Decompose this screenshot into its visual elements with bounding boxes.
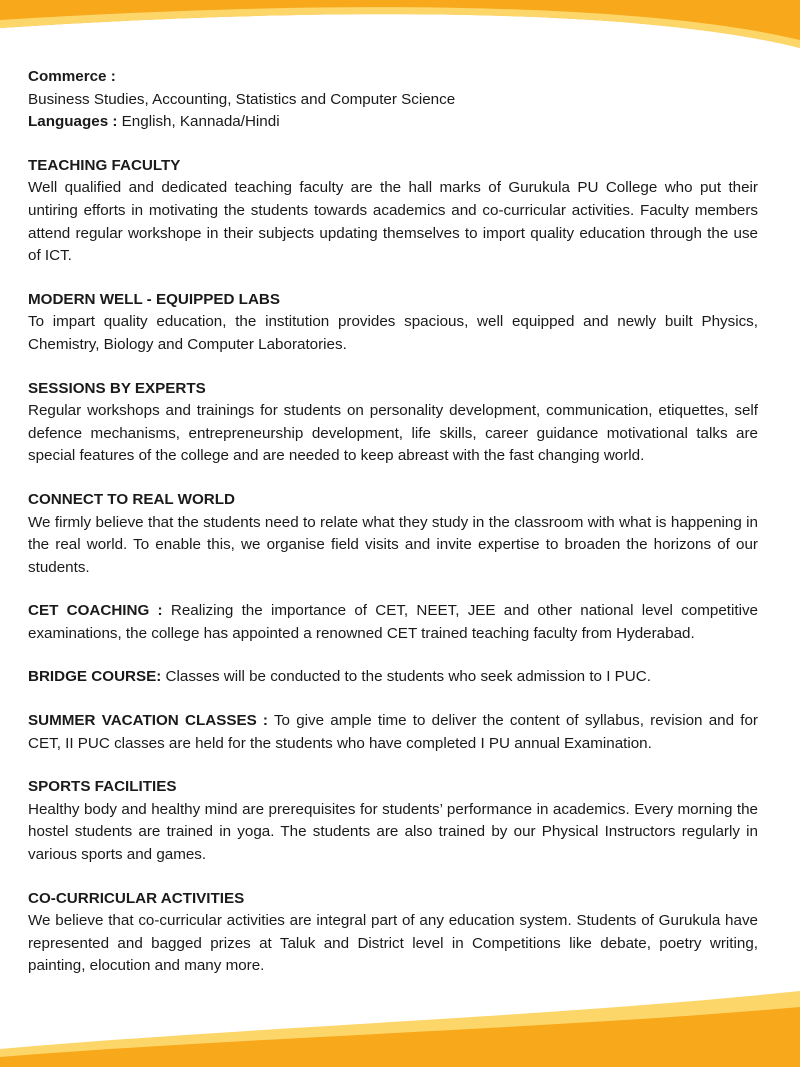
section-heading: CONNECT TO REAL WORLD <box>28 490 235 508</box>
cocurricular-section <box>28 888 758 978</box>
section-text: Realizing the importance of CET, NEET, JEE and other national level competitive examinations, the college has appointed a renowned CET trained teaching faculty from Hyderabad. <box>28 602 758 642</box>
section-heading: SESSIONS BY EXPERTS <box>28 379 206 397</box>
section-heading: MODERN WELL - EQUIPPED LABS <box>28 290 281 308</box>
section-heading: CET COACHING : <box>28 602 163 620</box>
languages-heading: Languages : <box>28 113 118 131</box>
languages-text: English, Kannada/Hindi <box>117 113 280 131</box>
top-swoosh-decoration <box>0 0 800 60</box>
bottom-swoosh-decoration <box>0 987 800 1067</box>
section-text: Classes will be conducted to the students who seek admission to I PUC. <box>161 668 651 686</box>
summer-classes-section <box>28 710 758 755</box>
sports-section <box>28 776 758 866</box>
section-text: Regular workshops and trainings for students on personality development, communication, etiquettes, self defence mechanisms, entrepreneurship development, life skills, career guidance motivational talks are special features of the college and are needed to keep abreast with the fast changing world. <box>28 402 758 465</box>
experts-section <box>28 378 758 468</box>
page-content <box>28 66 758 999</box>
section-heading: SPORTS FACILITIES <box>28 778 177 796</box>
commerce-text: Business Studies, Accounting, Statistics and Computer Science <box>28 90 456 108</box>
bridge-course-section <box>28 666 758 689</box>
real-world-section <box>28 489 758 579</box>
commerce-heading: Commerce : <box>28 68 116 85</box>
languages-line <box>28 111 758 134</box>
section-heading: BRIDGE COURSE: <box>28 668 162 686</box>
intro-section <box>28 66 758 134</box>
section-heading: CO-CURRICULAR ACTIVITIES <box>28 889 245 907</box>
teaching-faculty-section <box>28 155 758 268</box>
section-text: To give ample time to deliver the content of syllabus, revision and for CET, II PUC classes are held for the students who have completed I PU annual Examination. <box>28 712 758 752</box>
section-text: Healthy body and healthy mind are prerequisites for students’ performance in academics. Every morning the hostel students are trained in yoga. The students are also trained by our Physical Instructors regularly in various sports and games. <box>28 800 758 864</box>
section-text: To impart quality education, the institution provides spacious, well equipped and newly built Physics, Chemistry, Biology and Computer Laboratories. <box>28 313 758 353</box>
section-heading: SUMMER VACATION CLASSES : <box>28 712 268 730</box>
section-text: Well qualified and dedicated teaching faculty are the hall marks of Gurukula PU College who put their untiring efforts in motivating the students towards academics and co-curricular activities. Faculty members attend regular workshope in their subjects updating themselves to import quality education through the use of ICT. <box>28 179 758 265</box>
section-text: We firmly believe that the students need to relate what they study in the classroom with what is happening in the real world. To enable this, we organise field visits and invite expertise to broaden the horizons of our students. <box>28 513 758 576</box>
labs-section <box>28 289 758 357</box>
cet-coaching-section <box>28 600 758 645</box>
section-heading: TEACHING FACULTY <box>28 156 181 174</box>
section-text: We believe that co-curricular activities are integral part of any education system. Students of Gurukula have represented and bagged prizes at Taluk and District level in Competitions like debate, poetry writing, painting, elocution and many more. <box>28 912 758 975</box>
